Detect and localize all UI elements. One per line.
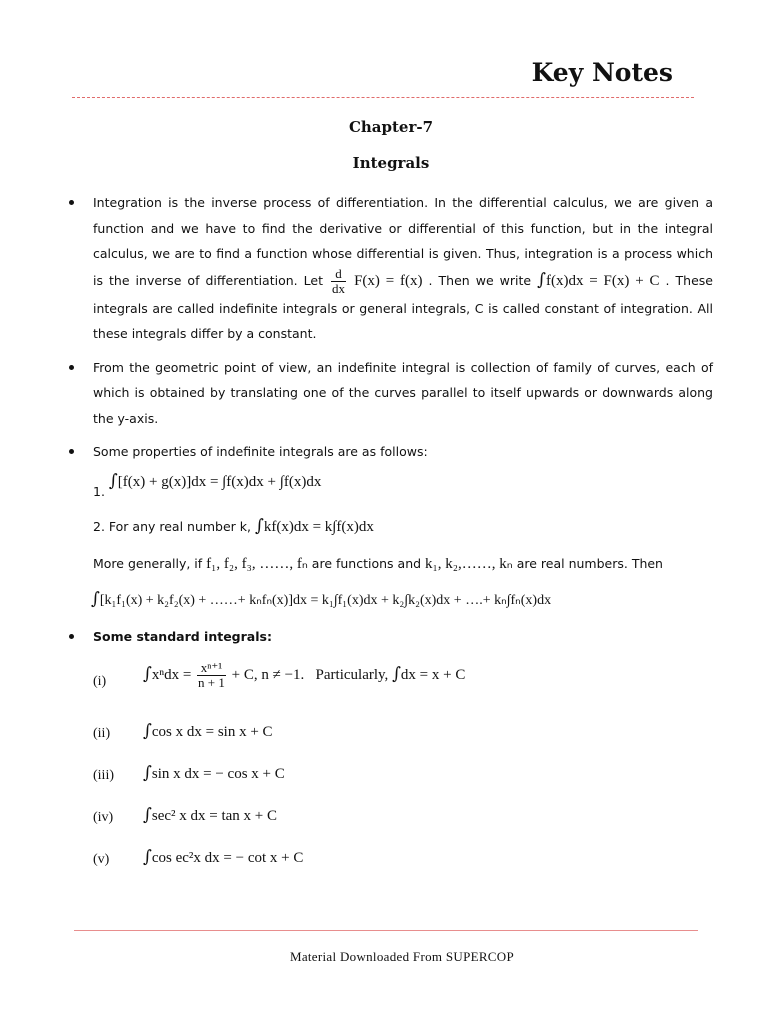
math-expression: sec² x dx = tan x + C bbox=[151, 808, 278, 824]
row-label: (v) bbox=[93, 852, 110, 867]
header-divider bbox=[72, 97, 694, 98]
bullet-item-standard bbox=[93, 624, 713, 650]
math-expression: dx = x + C bbox=[400, 666, 466, 683]
property-text: are real numbers. Then bbox=[516, 555, 663, 571]
integral-sign-icon: ∫ bbox=[143, 805, 152, 825]
bullet-item-geometry bbox=[93, 355, 713, 432]
footer-divider bbox=[74, 930, 698, 931]
integral-sign-icon: ∫ bbox=[143, 763, 152, 783]
bullet-icon bbox=[69, 449, 74, 454]
fraction-numerator: xⁿ⁺¹ bbox=[197, 661, 226, 676]
integral-sign-icon: ∫ bbox=[143, 663, 152, 684]
power-fraction bbox=[197, 661, 226, 690]
note-text: Particularly, bbox=[315, 666, 389, 683]
fraction-denominator: dx bbox=[332, 280, 346, 296]
paragraph-text: . Then we write bbox=[428, 272, 532, 288]
math-expression: + C, n ≠ −1. bbox=[231, 666, 305, 683]
integral-sign-icon: ∫ bbox=[392, 663, 401, 684]
math-expression: sin x dx = − cos x + C bbox=[151, 766, 285, 782]
math-expression: xⁿdx = bbox=[151, 666, 192, 683]
footer-text: Material Downloaded From SUPERCOP bbox=[289, 949, 515, 964]
standard-integral-row bbox=[93, 721, 713, 763]
math-expression: k₁, k₂,……, kₙ bbox=[425, 555, 513, 572]
notes-content bbox=[93, 190, 713, 889]
property-text: More generally, if bbox=[93, 555, 203, 571]
header-title: Key Notes bbox=[531, 58, 673, 87]
chapter-title: Integrals bbox=[352, 154, 430, 172]
math-expression: [f(x) + g(x)]dx = ∫f(x)dx + ∫f(x)dx bbox=[117, 473, 322, 490]
section-heading: Some standard integrals: bbox=[93, 628, 272, 644]
math-expression: cos x dx = sin x + C bbox=[151, 724, 273, 740]
property-1 bbox=[93, 469, 713, 505]
chapter-number: Chapter-7 bbox=[348, 118, 434, 136]
fraction-denominator: n + 1 bbox=[198, 675, 225, 690]
standard-integral-row bbox=[93, 763, 713, 805]
row-label: (ii) bbox=[93, 726, 111, 741]
integral-sign-icon: ∫ bbox=[537, 269, 546, 290]
math-expression: f₁, f₂, f₃, ……, fₙ bbox=[206, 555, 308, 572]
integral-sign-icon: ∫ bbox=[91, 589, 100, 609]
integral-sign-icon: ∫ bbox=[254, 516, 264, 536]
row-label: (i) bbox=[93, 674, 107, 689]
property-label: 1. bbox=[93, 483, 105, 499]
integral-sign-icon: ∫ bbox=[108, 470, 118, 491]
bullet-item-properties bbox=[93, 439, 713, 614]
property-text: 2. For any real number k, bbox=[93, 519, 251, 534]
standard-integral-row bbox=[93, 660, 713, 721]
math-expression: kf(x)dx = k∫f(x)dx bbox=[263, 519, 374, 535]
derivative-fraction bbox=[331, 267, 346, 296]
paragraph-text: Integration is the inverse process of differentiation. In the differential calculus, we are given a function and we have to find the derivative or differential of this function, but in the integral calculus, we are to find a function whose differential is given. Thus, integration is a process which is the inverse of differentiation. Let bbox=[93, 195, 713, 288]
bullet-icon bbox=[69, 200, 74, 205]
bullet-icon bbox=[69, 365, 74, 370]
math-expression: cos ec²x dx = − cot x + C bbox=[151, 850, 304, 866]
standard-integral-row bbox=[93, 805, 713, 847]
property-text: are functions and bbox=[311, 555, 422, 571]
math-expression: [k₁f₁(x) + k₂f₂(x) + ……+ kₙfₙ(x)]dx = k₁∫f₁(x)dx + k₂∫k₂(x)dx + ….+ kₙ∫fₙ(x)dx bbox=[99, 593, 552, 608]
paragraph-text: Some properties of indefinite integrals are as follows: bbox=[93, 444, 428, 459]
math-expression: f(x)dx = F(x) + C bbox=[546, 272, 660, 289]
fraction-numerator: d bbox=[331, 267, 346, 282]
property-3-formula bbox=[91, 587, 713, 614]
integral-sign-icon: ∫ bbox=[143, 847, 152, 867]
paragraph-text: From the geometric point of view, an indefinite integral is collection of family of curves, each of which is obtained by translating one of the curves parallel to itself upwards or downwards along the y-axis. bbox=[93, 359, 713, 426]
row-label: (iii) bbox=[93, 768, 114, 783]
bullet-icon bbox=[69, 634, 74, 639]
paragraph-text: . These integrals are called indefinite integrals or general integrals, C is called constant of integration. All these integrals differ by a constant. bbox=[93, 272, 713, 341]
standard-integral-row bbox=[93, 847, 713, 889]
integral-sign-icon: ∫ bbox=[143, 721, 152, 741]
row-label: (iv) bbox=[93, 810, 114, 825]
bullet-item-definition bbox=[93, 190, 713, 347]
property-2 bbox=[93, 514, 713, 541]
math-expression: F(x) = f(x) bbox=[354, 272, 423, 289]
property-3 bbox=[93, 551, 713, 578]
